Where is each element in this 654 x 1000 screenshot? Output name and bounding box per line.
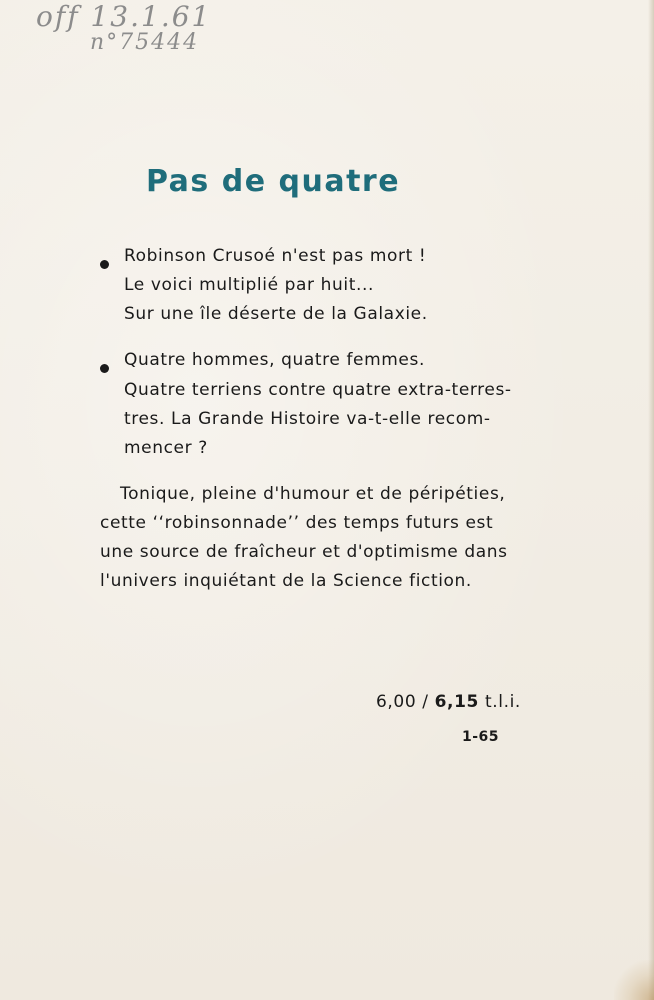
paragraph-line3: une source de fraîcheur et d'optimisme dans bbox=[100, 542, 508, 562]
bullet1-line2: Le voici multiplié par huit... bbox=[124, 275, 374, 295]
price bbox=[376, 692, 521, 712]
page-edge-shadow bbox=[648, 0, 654, 1000]
handwritten-note-number: n°75444 bbox=[90, 30, 200, 55]
paragraph-line4: l'univers inquiétant de la Science fiction. bbox=[100, 571, 472, 591]
price-bold: 6,15 bbox=[434, 692, 479, 712]
bullet-dot-1 bbox=[100, 260, 109, 269]
bullet2-line2: Quatre terriens contre quatre extra-terres- bbox=[124, 380, 512, 400]
bullet-dot-2 bbox=[100, 364, 109, 373]
bullet2-line1: Quatre hommes, quatre femmes. bbox=[124, 350, 425, 370]
price-regular: 6,00 bbox=[376, 692, 417, 712]
price-separator: / bbox=[416, 692, 435, 712]
bullet1-line3: Sur une île déserte de la Galaxie. bbox=[124, 304, 428, 324]
paragraph-line1: Tonique, pleine d'humour et de péripéties, bbox=[120, 484, 506, 504]
bullet2-line3: tres. La Grande Histoire va-t-elle recom- bbox=[124, 409, 491, 429]
bullet1-line1: Robinson Crusoé n'est pas mort ! bbox=[124, 246, 427, 266]
handwritten-note-date: off 13.1.61 bbox=[36, 0, 212, 33]
paragraph-line2: cette ‘‘robinsonnade’’ des temps futurs est bbox=[100, 513, 494, 533]
corner-wear-stain bbox=[614, 960, 654, 1000]
book-title: Pas de quatre bbox=[146, 164, 401, 199]
bullet2-line4: mencer ? bbox=[124, 438, 208, 458]
price-suffix: t.l.i. bbox=[478, 692, 521, 712]
print-code: 1-65 bbox=[462, 729, 500, 745]
